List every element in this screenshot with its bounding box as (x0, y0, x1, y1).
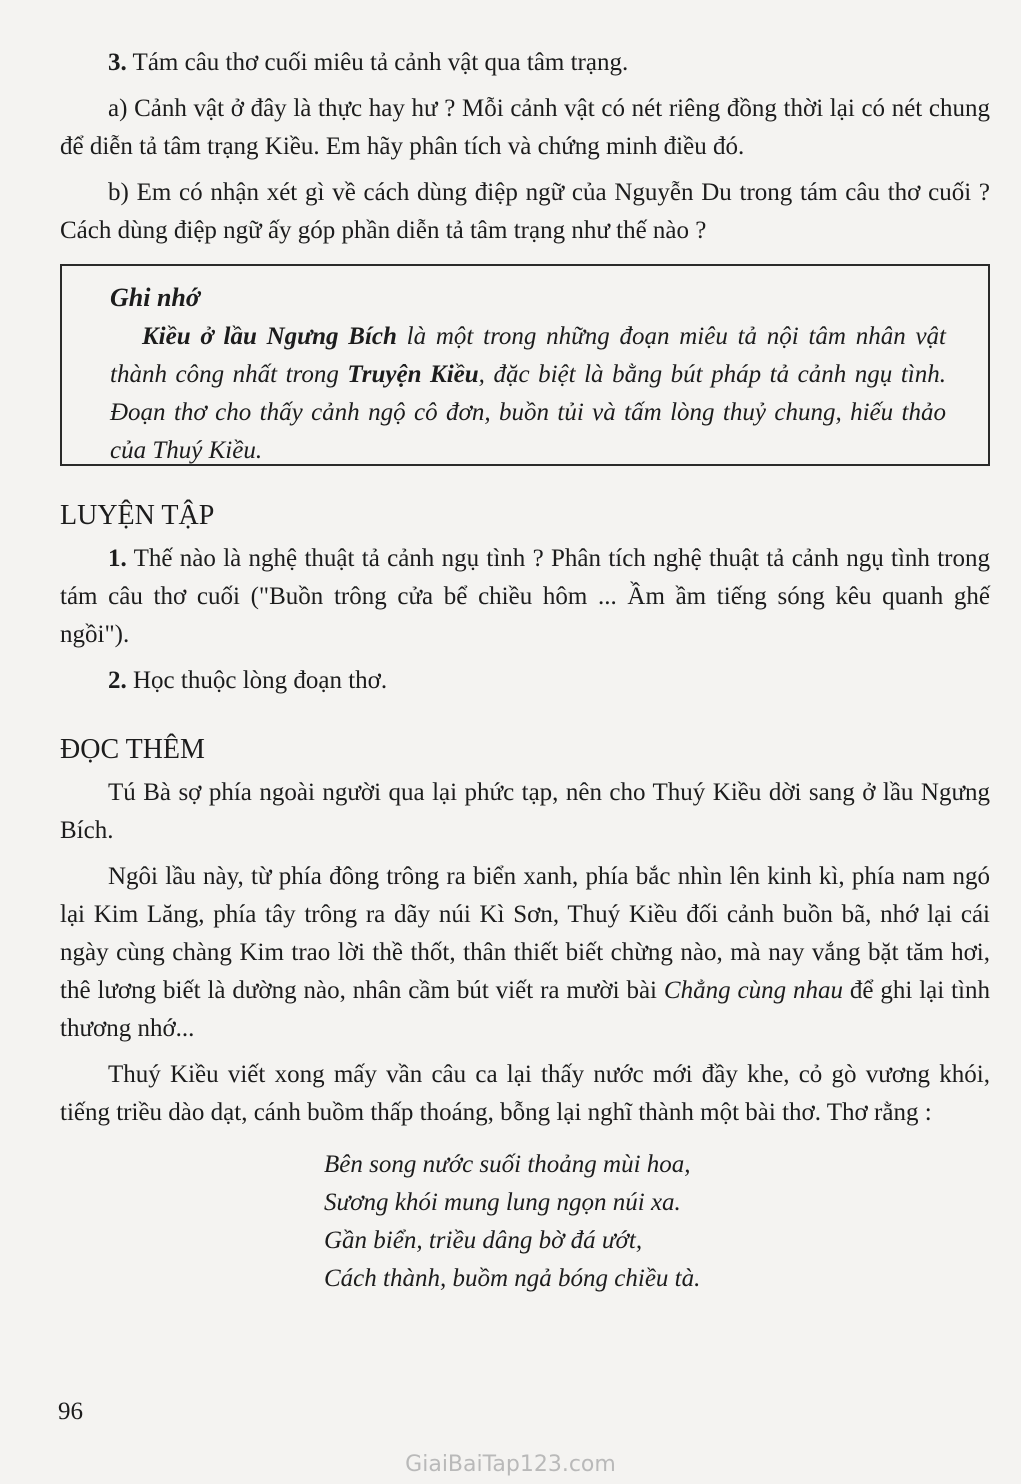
page-content (60, 44, 990, 1298)
ghi-nho-title: Ghi nhớ (110, 283, 200, 312)
question-3 (60, 44, 990, 82)
reading-paragraph-2-title: Chẳng cùng nhau (663, 977, 843, 1004)
question-3-number: 3. (108, 49, 127, 76)
ghi-nho-bold-work: Truyện Kiều (347, 361, 479, 388)
exercise-1-text: Thế nào là nghệ thuật tả cảnh ngụ tình ? Phân tích nghệ thuật tả cảnh ngụ tình trong tám câu thơ cuối ("Buồn trông cửa bể chiều hôm ... Ầm ầm tiếng sóng kêu quanh ghế ngồi"). (60, 545, 990, 648)
poem-line: Cách thành, buồm ngả bóng chiều tà. (324, 1265, 701, 1292)
reading-paragraph-3: Thuý Kiều viết xong mấy vần câu ca lại thấy nước mới đầy khe, cỏ gò vương khói, tiếng triều dào dạt, cánh buồm thấp thoáng, bỗng lại nghĩ thành một bài thơ. Thơ rằng : (60, 1061, 990, 1126)
exercise-1 (60, 540, 990, 654)
doc-them-heading: ĐỌC THÊM (60, 734, 205, 765)
question-3a: a) Cảnh vật ở đây là thực hay hư ? Mỗi cảnh vật có nét riêng đồng thời lại có nét chung để diễn tả tâm trạng Kiều. Em hãy phân tích và chứng minh điều đó. (60, 95, 990, 160)
poem-line: Gần biển, triều dâng bờ đá ướt, (324, 1227, 643, 1254)
watermark: GiaiBaiTap123.com (405, 1452, 616, 1477)
poem-line: Sương khói mung lung ngọn núi xa. (324, 1189, 681, 1216)
exercise-2-text: Học thuộc lòng đoạn thơ. (126, 667, 388, 694)
poem (324, 1146, 990, 1298)
ghi-nho-bold-title: Kiều ở lầu Ngưng Bích (142, 323, 397, 350)
ghi-nho-box (60, 264, 990, 466)
exercise-2-number: 2. (108, 667, 127, 694)
exercise-2 (60, 662, 990, 700)
ghi-nho-text-1: là một trong những đoạn miêu tả nội tâm nhân vật thành công nhất trong (110, 323, 946, 388)
question-3-text: Tám câu thơ cuối miêu tả cảnh vật qua tâm trạng. (126, 49, 629, 76)
poem-line: Bên song nước suối thoảng mùi hoa, (324, 1151, 691, 1178)
ghi-nho-text-2: , đặc biệt là bằng bút pháp tả cảnh ngụ tình. Đoạn thơ cho thấy cảnh ngộ cô đơn, buồn tủi và tấm lòng thuỷ chung, hiếu thảo của Thuý Kiều. (110, 361, 946, 464)
reading-paragraph-1: Tú Bà sợ phía ngoài người qua lại phức tạp, nên cho Thuý Kiều dời sang ở lầu Ngưng Bích. (60, 779, 990, 844)
question-3b: b) Em có nhận xét gì về cách dùng điệp ngữ của Nguyễn Du trong tám câu thơ cuối ? Cách dùng điệp ngữ ấy góp phần diễn tả tâm trạng như thế nào ? (60, 179, 990, 244)
exercise-1-number: 1. (108, 545, 127, 572)
ghi-nho-body (110, 318, 946, 470)
reading-paragraph-2 (60, 858, 990, 1048)
reading-paragraph-2-start: Ngôi lầu này, từ phía đông trông ra biển xanh, phía bắc nhìn lên kinh kì, phía nam ngó lại Kim Lăng, phía tây trông ra dãy núi Kì Sơn, Thuý Kiều đối cảnh buồn bã, nhớ lại cái ngày cùng chàng Kim trao lời thề thốt, thân thiết biết chừng nào, mà nay vắng bặt tăm hơi, thê lương biết là dường nào, nhân cầm bút viết ra mười bài (60, 863, 990, 1004)
reading-paragraph-2-end: để ghi lại tình thương nhớ... (60, 977, 991, 1042)
page-number: 96 (58, 1398, 83, 1425)
luyen-tap-heading: LUYỆN TẬP (60, 500, 215, 531)
